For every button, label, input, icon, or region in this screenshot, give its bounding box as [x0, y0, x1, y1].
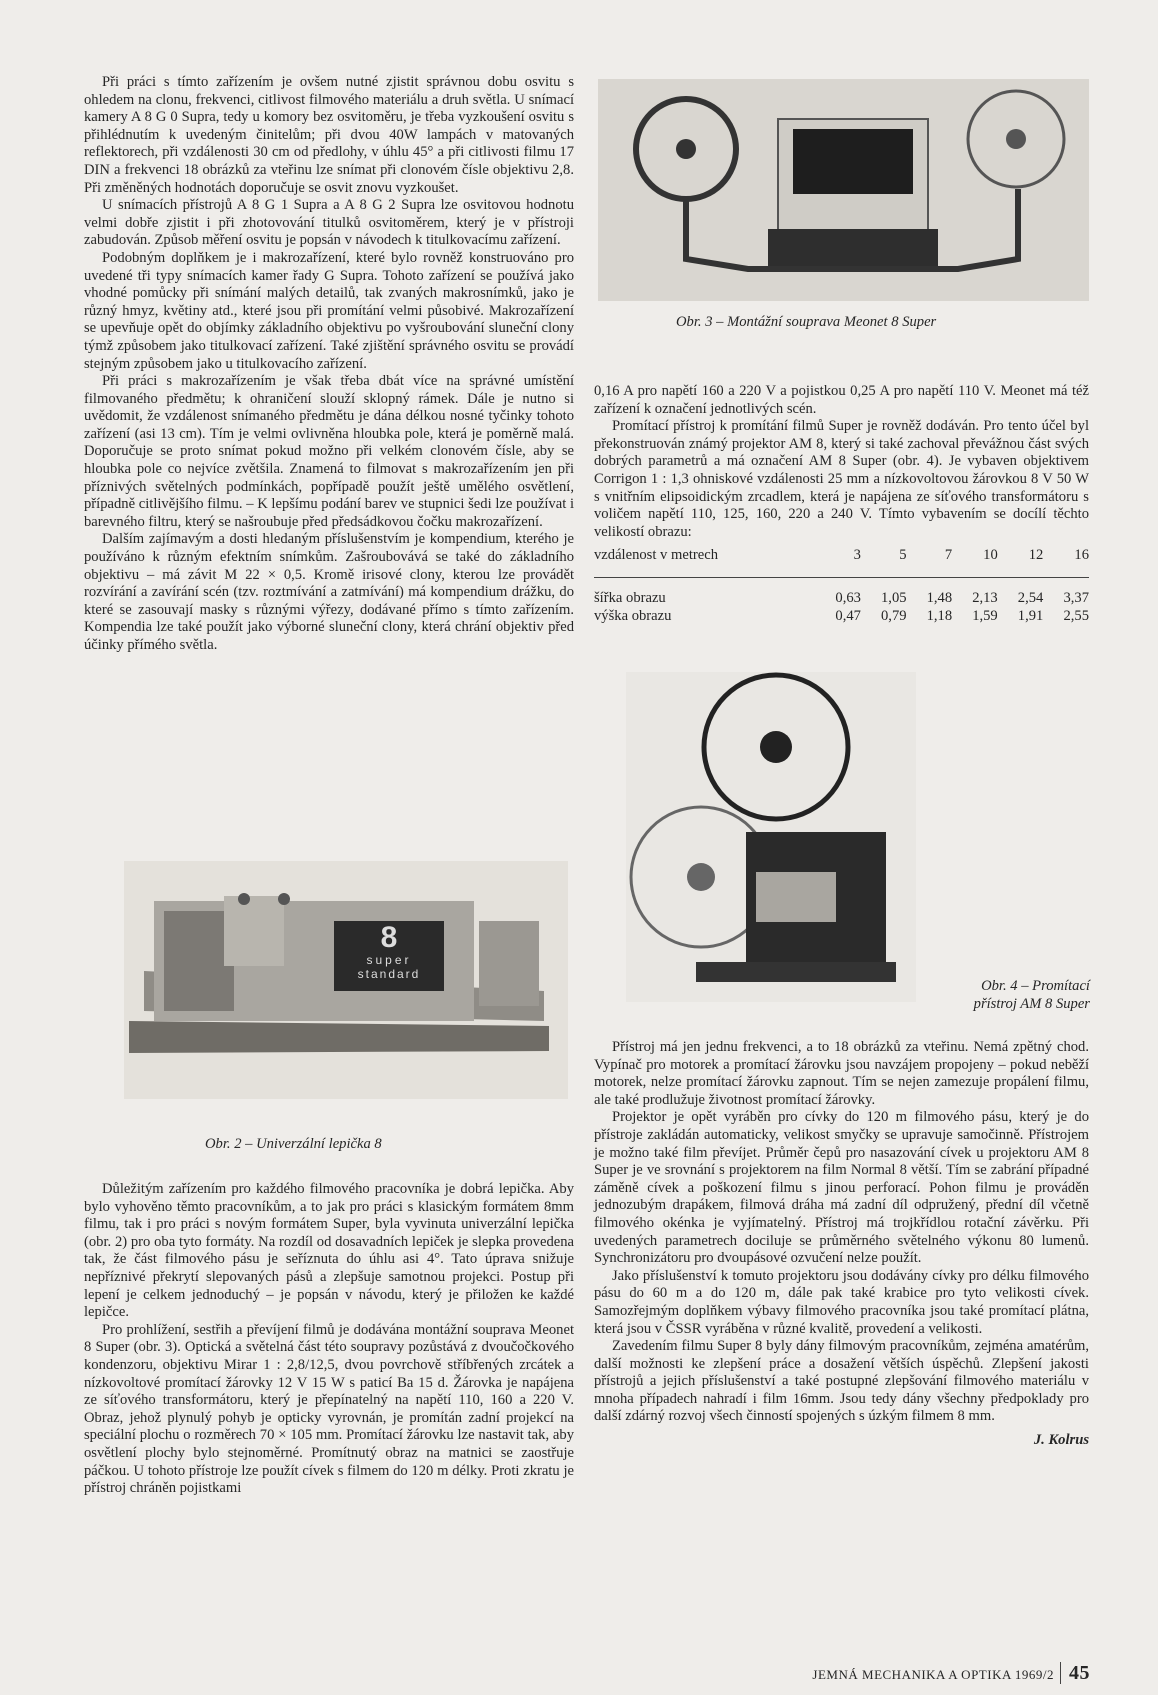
bottom-left-column	[84, 1181, 574, 1498]
figure-4-caption-line1: Obr. 4 – Promítací	[981, 978, 1090, 994]
paragraph: 0,16 A pro napětí 160 a 220 V a pojistkou 0,25 A pro napětí 110 V. Meonet má též zařízení k označení jednotlivých scén.	[594, 383, 1089, 417]
paragraph: Projektor je opět vyráběn pro cívky do 120 m filmového pásu, který je do přístroje zakládán automaticky, velikost smyčky se upravuje samočinně. Přístrojem je možno také film převíjet. Průměr čepů pro nasazování cívek u projektoru AM 8 Super je ve srovnání s projektorem na film Normal 8 větší. Tím se zabrání případné záměně cívek a poškození filmu s jinou perforací. Pohon filmu je prováděn jednozubým drapákem, filmová dráha má zadní díl odpružený, přední díl včetně filmového okénka je vyjímatelný. Přístroj má trojkřídlou rotační závěrku. Při uvedených parametrech dociluje se průměrného světelného výkonu 80 lumenů. Synchronizátoru pro dvoupásové ozvučení nelze použít.	[594, 1109, 1089, 1267]
figure-4-caption-line2: přístroj AM 8 Super	[973, 996, 1090, 1012]
paragraph: Zavedením filmu Super 8 byly dány filmovým pracovníkům, zejména amatérům, další možnosti ke zlepšení práce a dosažení větších úspěchů. Zlepšení jakosti přístrojů a jejich příslušenství a také postupné zlepšování filmového materiálu v mnoha případech nahradí i film 16mm. Jsou tedy dány všechny předpoklady pro další zdárný rozvoj všech činností spojených s úzkým filmem 8 mm.	[594, 1338, 1089, 1425]
table-row	[594, 577, 1089, 607]
projector-illustration	[626, 672, 916, 1002]
badge-line1: super	[366, 953, 412, 967]
splicer-badge	[336, 923, 442, 989]
table-header-cell: 3	[815, 547, 861, 577]
author-signature: J. Kolrus	[1033, 1432, 1089, 1449]
table-cell: 1,18	[926, 607, 953, 624]
table-header-cell: 5	[861, 547, 907, 577]
paragraph: Při práci s makrozařízením je však třeba dbát více na správné umístění filmovaného předmětu; k ohraničení slouží sklopný rámek. Dále je nutno si uvědomit, že vzdálenost snímaného předmětu je dána délkou nosné tyčinky tohoto zařízení (asi 13 cm). Tím je velmi ovlivněna hloubka pole, která je poměrně malá. Doporučuje se proto snímat pokud možno při velkém clonovém čísle, aby se hloubka pole co nejvíce zvětšila. Znamená to filmovat s makrozařízením jen při příznivých světelných podmínkách, popřípadě použít ještě umělého osvětlení, případně citlivějšího filmu. – K lepšímu podání barev ve stupnici šedi lze používat i barevného filtru, který se našroubuje před předsádkovou čočku makrozařízení.	[84, 373, 574, 530]
table-header-cell: 12	[998, 547, 1044, 577]
table-cell: 1,59	[972, 607, 998, 624]
table-cell: 1,91	[1017, 607, 1044, 624]
table-cell: 2,54	[1017, 589, 1044, 606]
table-cell: výška obrazu	[594, 607, 672, 624]
page-footer	[770, 1662, 1090, 1685]
meonet-illustration	[598, 79, 1089, 301]
paragraph: Pro prohlížení, sestřih a převíjení filmů je dodávána montážní souprava Meonet 8 Super (obr. 3). Optická a světelná část této soupravy pozůstává z dvoučočkového kondenzoru, objektivu Mirar 1 : 2,8/12,5, dvou povrchově stříbřených zrcátek a nízkovoltové promítací žárovky 12 V 15 W s paticí Ba 15 d. Žárovka je napájena ze síťového transformátoru, který je přepínatelný na napětí 110, 160 a 220 V. Obraz, jehož plynulý pohyb je opticky vyrovnán, je promítán zadní projekcí na speciální plochu o rozměrech 70 × 105 mm. Promítací žárovku lze nastavit tak, aby osvětlení plochy bylo stejnoměrné. Promítnutý obraz na matnici se zaostřuje páčkou. U tohoto přístroje lze použít cívek s filmem do 120 m délky. Proti zkratu je přístroj chráněn pojistkami	[84, 1321, 574, 1497]
figure-2-caption: Obr. 2 – Univerzální lepička 8	[205, 1136, 382, 1152]
table-header-cell: 10	[952, 547, 998, 577]
badge-number: 8	[380, 921, 398, 954]
page-number: 45	[1060, 1662, 1090, 1684]
figure-2-splicer-photo	[124, 861, 568, 1099]
table-cell: 0,47	[835, 607, 861, 624]
table-cell: 1,48	[926, 589, 953, 606]
paragraph: Přístroj má jen jednu frekvenci, a to 18 obrázků za vteřinu. Nemá zpětný chod. Vypínač pro motorek a promítací žárovku jsou navzájem propojeny – pokud neběží motorek, nelze promítací žárovku zapnout. Tím se nejen zamezuje propálení filmu, ale také prodlužuje životnost promítací žárovky.	[594, 1039, 1089, 1108]
bottom-right-column	[594, 1039, 1089, 1450]
figure-3-caption: Obr. 3 – Montážní souprava Meonet 8 Super	[676, 314, 937, 330]
left-column	[84, 74, 574, 655]
table-cell: 0,79	[881, 607, 907, 624]
paragraph: Dalším zajímavým a dosti hledaným příslušenstvím je kompendium, kterého je používáno k různým efektním snímkům. Zašroubovává se také do základního objektivu – má závit M 22 × 0,5. Kromě irisové clony, kterou lze provádět rozvírání a zavírání scén (tzv. roztmívání a zatmívání) má kompendium drážku, do které se zasouvají masky s různými výřezy, dodávané přímo s tímto zařízením. Kompendia lze také použít jako výborné sluneční clony, která chrání objektiv před účinky přímého světla.	[84, 531, 574, 653]
table-cell: 0,63	[835, 589, 861, 606]
table-cell: 2,55	[1063, 607, 1089, 624]
table-cell: 2,13	[972, 589, 998, 606]
paragraph: U snímacích přístrojů A 8 G 1 Supra a A 8 G 2 Supra lze osvitovou hodnotu velmi dobře zjistit i při zhotovování titulků osvitoměrem, který je v přístroji zabudován. Způsob měření osvitu je popsán v návodech k titulkovacímu zařízení.	[84, 197, 574, 249]
table-header-cell: vzdálenost v metrech	[594, 547, 815, 577]
table-header-row	[594, 547, 1089, 577]
figure-3-meonet-photo	[598, 79, 1089, 301]
table-cell: šířka obrazu	[594, 589, 666, 606]
table-header-cell: 16	[1043, 547, 1089, 577]
paragraph: Při práci s tímto zařízením je ovšem nutné zjistit správnou dobu osvitu s ohledem na clonu, frekvenci, citlivost filmového materiálu a druh světla. U snímací kamery A 8 G 0 Supra, tedy u komory bez osvitoměru, je třeba vyzkoušení osvitu s přihlédnutím k uvedeným činitelům; při dvou 40W lampách v matovaných reflektorech, při vzdálenosti 30 cm od předlohy, v úhlu 45° a při citlivosti filmu 17 DIN a frekvenci 18 obrázků za vteřinu lze snímat při clonovém čísle objektivu 2,8. Při změněných hodnotách doporučuje se osvit znovu vyzkoušet.	[84, 74, 574, 196]
figure-4-projector-photo	[626, 672, 916, 1002]
badge-line2: standard	[357, 967, 421, 981]
table-cell: 3,37	[1063, 589, 1089, 606]
figure-4-caption	[930, 977, 1090, 1013]
table-row	[594, 608, 1089, 626]
right-column	[594, 383, 1089, 629]
journal-title: JEMNÁ MECHANIKA A OPTIKA 1969/2	[812, 1667, 1054, 1682]
table-cell: 1,05	[881, 589, 907, 606]
image-size-table	[594, 547, 1089, 625]
paragraph: Promítací přístroj k promítání filmů Super je rovněž dodáván. Pro tento účel byl překonstruován známý projektor AM 8, který si také zachoval převážnou část svých dobrých parametrů a má označení AM 8 Super (obr. 4). Je vybaven objektivem Corrigon 1 : 1,3 ohniskové vzdálenosti 25 mm a nízkovoltovou žárovkou 8 V 50 W s vnitřním elipsoidickým zrcadlem, která je napájena ze síťového transformátoru s voličem napětí 110, 125, 160, 220 a 240 V. Tímto vybavením se docílí těchto velikostí obrazu:	[594, 418, 1089, 540]
paragraph: Podobným doplňkem je i makrozařízení, které bylo rovněž konstruováno pro uvedené tři typy snímacích kamer řady G Supra. Tohoto zařízení se používá jako vhodné pomůcky při snímání malých detailů, tak zvaných makrosnímků, jako je různý hmyz, květiny atd., které jsou při promítání velmi působivé. Makrozařízení se upevňuje opět do objímky základního objektivu po vyšroubování sluneční clony týmž způsobem jako titulkovací zařízení. Také zjištění správného osvitu se provádí stejným způsobem jako u titulkovacího zařízení.	[84, 249, 574, 372]
paragraph: Důležitým zařízením pro každého filmového pracovníka je dobrá lepička. Aby bylo vyhověno těmto pracovníkům, a to jak pro práci s klasickým formátem 8mm filmu, tak i pro práci s novým formátem Super, byla vyvinuta univerzální lepička (obr. 2) pro oba tyto formáty. Na rozdíl od dosavadních lepiček je slepka provedena tak, že část filmového pásu je seříznuta do úhlu asi 4°. Tato úprava snižuje nepříznivé překrytí slepovaných pásů a zlepšuje samotnou projekci. Postup při lepení je celkem jednoduchý – je popsán v návodu, který je přiložen ke každé lepičce.	[84, 1181, 574, 1321]
table-header-cell: 7	[907, 547, 953, 577]
paragraph: Jako příslušenství k tomuto projektoru jsou dodávány cívky pro délku filmového pásu do 60 m a do 120 m, dále pak také krabice pro tyto velikosti cívek. Samozřejmým doplňkem výbavy filmového pracovníka jsou také promítací plátna, která jsou v ČSSR vyráběna v různé kvalitě, provedení a velikosti.	[594, 1267, 1089, 1337]
